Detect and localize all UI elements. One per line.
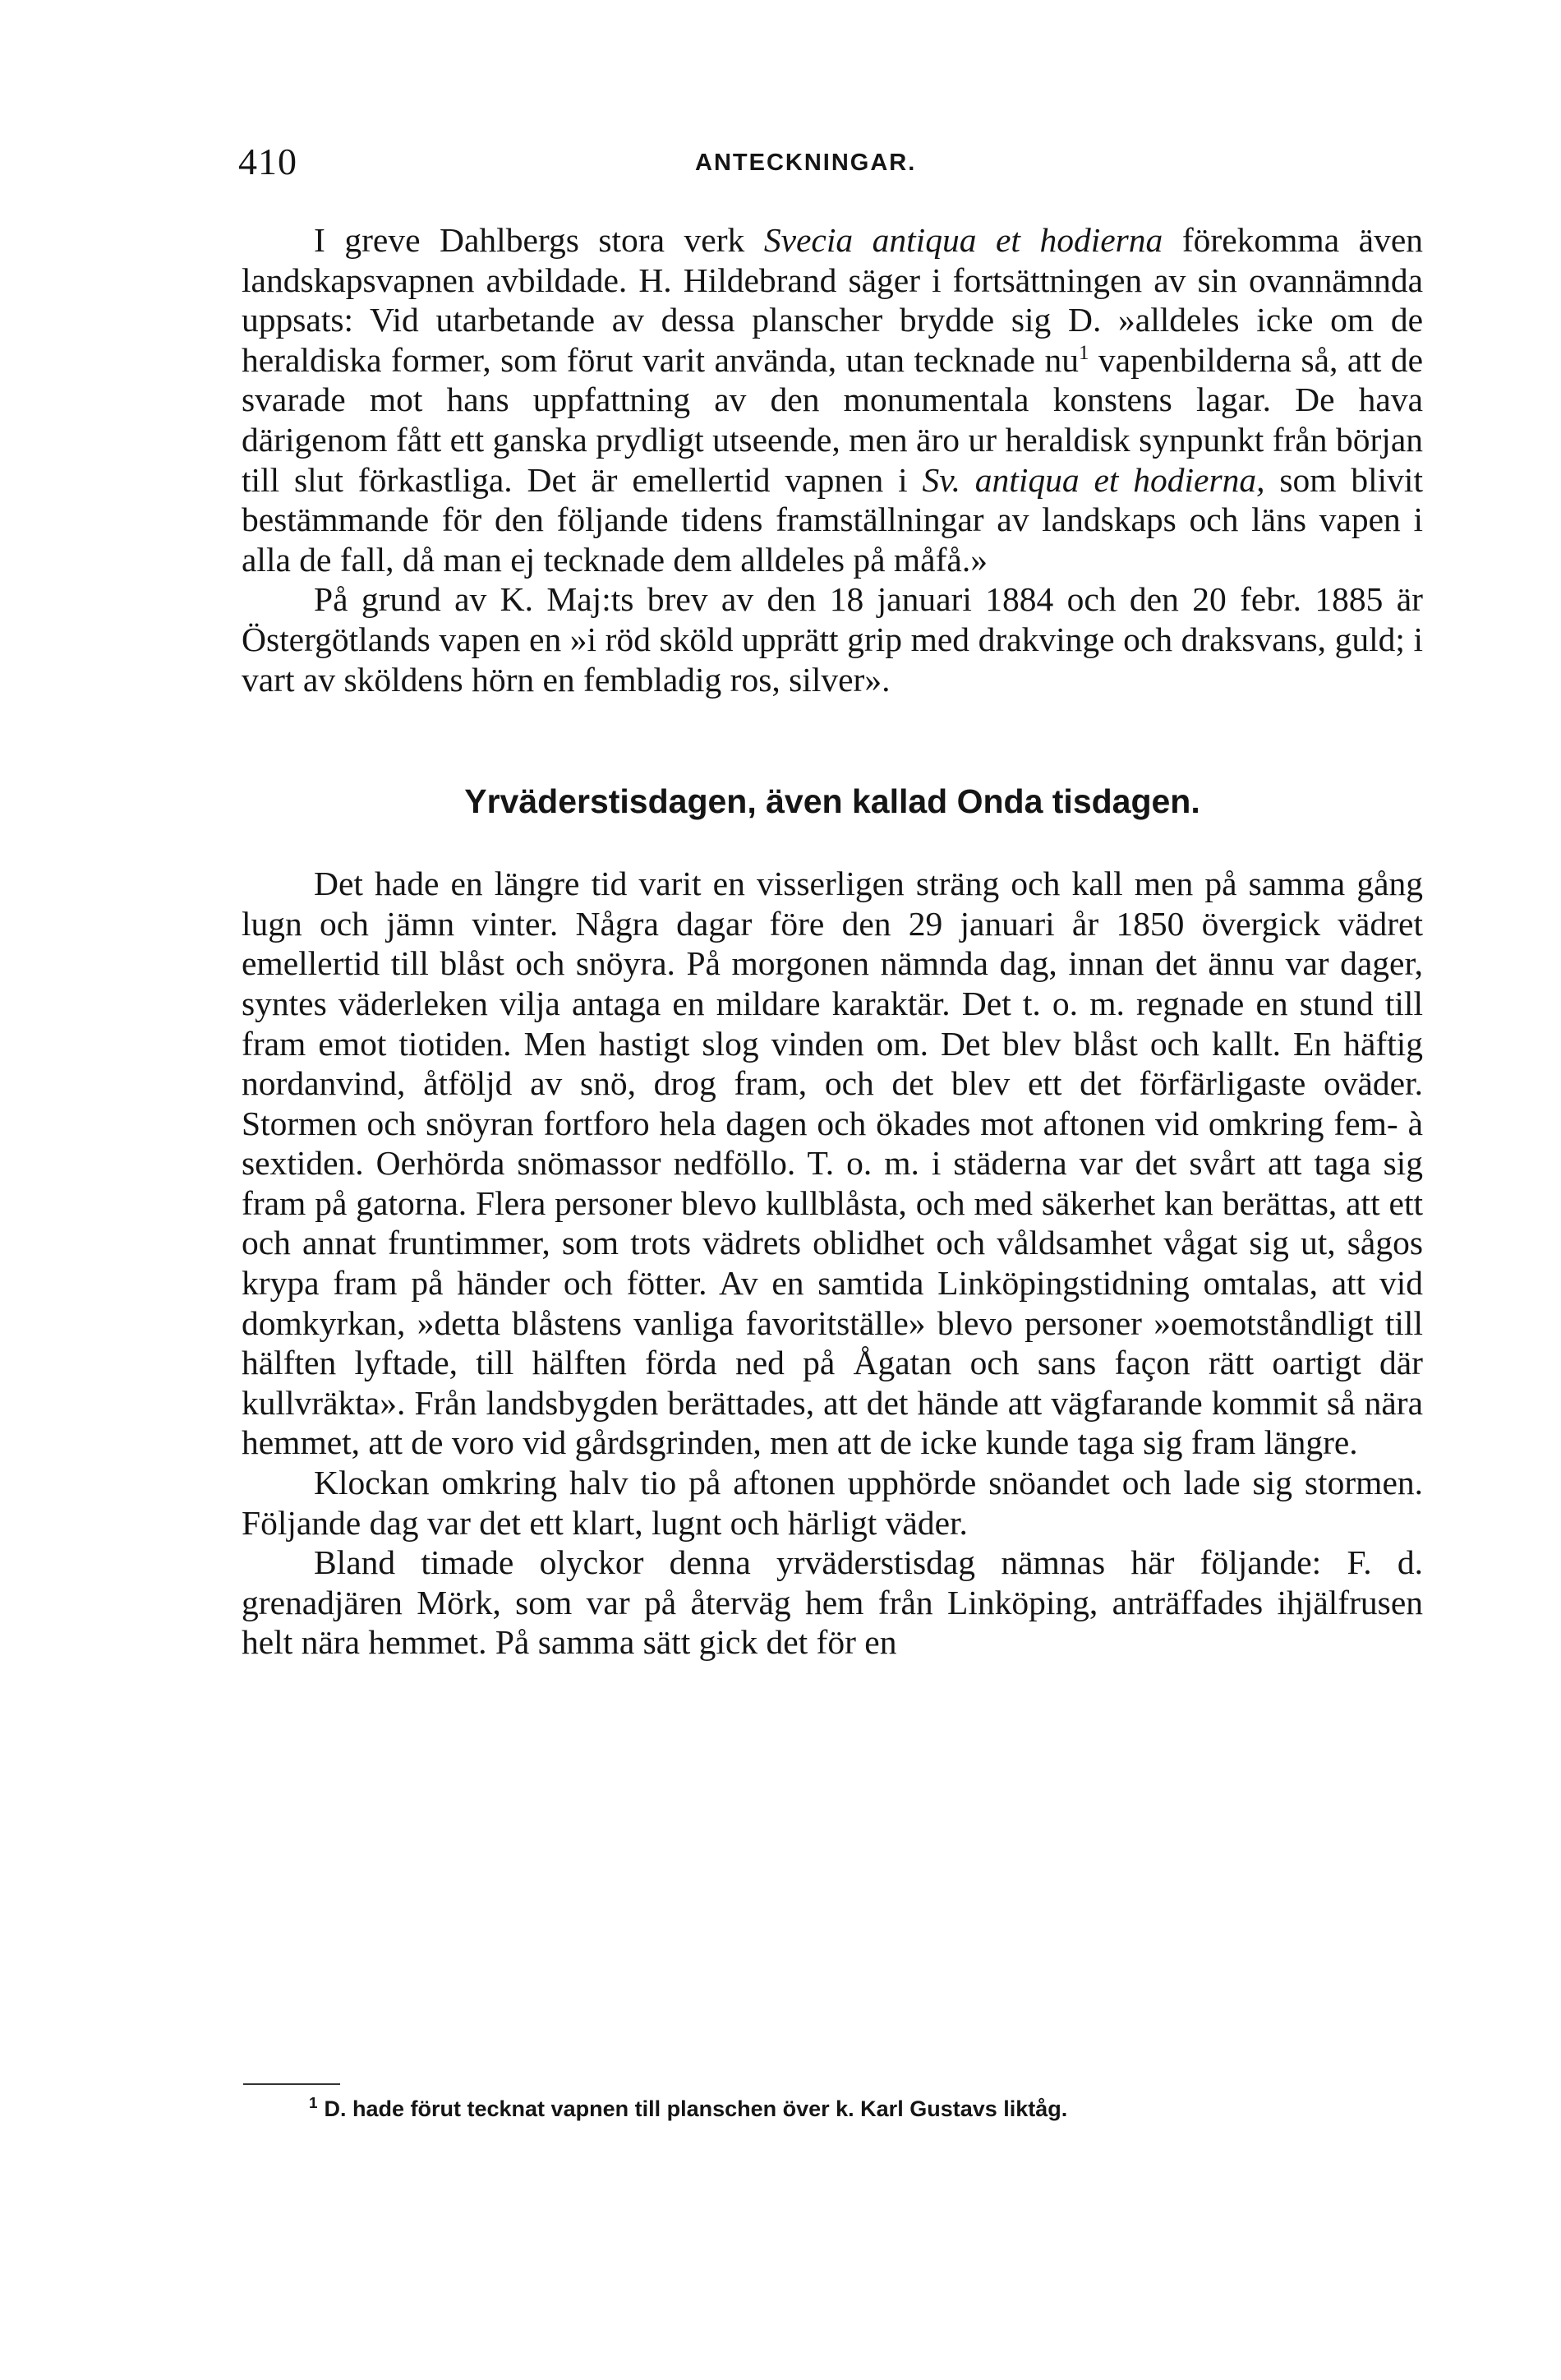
text-run: förekomma även landskapsvapnen avbildade. H. Hildebrand säger i fortsättningen av sin ovannämnda uppsats: Vid utarbetande av dessa planscher brydde sig D. »alldeles icke om de heraldiska former, som förut varit använda, utan tecknade nu: [242, 221, 1423, 379]
footnote-marker: 1: [309, 2095, 318, 2112]
text-run: I greve Dahlbergs stora verk: [314, 221, 764, 259]
paragraph: [242, 220, 1423, 579]
italic-title: Sv. antiqua et hodierna,: [922, 460, 1265, 499]
footnote-text: D. hade förut tecknat vapnen till planschen över k. Karl Gustavs liktåg.: [324, 2096, 1068, 2121]
section-title: Yrväderstisdagen, även kallad Onda tisdagen.: [464, 782, 1200, 821]
paragraph: Det hade en längre tid varit en visserligen sträng och kall men på samma gång lugn och jämn vinter. Några dagar före den 29 januari år 1850 övergick vädret emellertid till blåst och snöyra. På morgonen nämnda dag, innan det ännu var dager, syntes väderleken vilja antaga en mildare karaktär. Det t. o. m. regnade en stund till fram emot tiotiden. Men hastigt slog vinden om. Det blev blåst och kallt. En häftig nordanvind, åtföljd av snö, drog fram, och det blev ett det förfärligaste oväder. Stormen och snöyran fortforo hela dagen och ökades mot aftonen vid omkring fem- à sextiden. Oerhörda snömassor nedföllo. T. o. m. i städerna var det svårt att taga sig fram på gatorna. Flera personer blevo kullblåsta, och med säkerhet kan berättas, att ett och annat fruntimmer, som trots vädrets oblidhet och våldsamhet vågat sig ut, sågos krypa fram på händer och fötter. Av en samtida Linköpingstidning omtalas, att vid domkyrkan, »detta blåstens vanliga favoritställe» blevo personer »oemotståndligt till hälften lyftade, till hälften förda ned på Ågatan och sans façon rätt oartigt där kullvräkta». Från landsbygden berättades, att det hände att vägfarande kommit så nära hemmet, att de voro vid gårdsgrinden, men att de icke kunde taga sig fram längre.: [242, 865, 1423, 1462]
body-text: [242, 220, 1423, 1663]
footnote: [309, 2094, 1426, 2124]
footnote-divider: [243, 2083, 340, 2085]
section-body: [242, 864, 1423, 1663]
paragraph: På grund av K. Maj:ts brev av den 18 januari 1884 och den 20 febr. 1885 är Östergötlands vapen en »i röd sköld upprätt grip med drakvinge och draksvans, guld; i vart av sköldens hörn en fembladig ros, silver».: [242, 580, 1423, 699]
footnote-marker: 1: [1078, 341, 1089, 364]
paragraph: Bland timade olyckor denna yrväderstisdag nämnas här följande: F. d. grenadjären Mörk, som var på återväg hem från Linköping, anträffades ihjälfrusen helt nära hemmet. På samma sätt gick det för en: [242, 1543, 1423, 1662]
italic-title: Svecia antiqua et hodierna: [763, 221, 1163, 259]
page-number: 410: [238, 141, 297, 182]
text-run: som blivit bestämmande för den följande tidens framställningar av landskaps och läns vapen i alla de fall, då man ej tecknade dem alldeles på måfå.»: [242, 460, 1423, 579]
page-header: [238, 140, 1430, 189]
text-run: vapenbilderna så, att de svarade mot hans uppfattning av den monumentala konstens lagar. De hava därigenom fått ett ganska prydligt utseende, men äro ur heraldisk synpunkt från början till slut förkastliga. Det är emellertid vapnen i: [242, 340, 1424, 499]
running-head: ANTECKNINGAR.: [695, 150, 917, 176]
paragraph: Klockan omkring halv tio på aftonen upphörde snöandet och lade sig stormen. Följande dag var det ett klart, lugnt och härligt väder.: [242, 1464, 1423, 1542]
